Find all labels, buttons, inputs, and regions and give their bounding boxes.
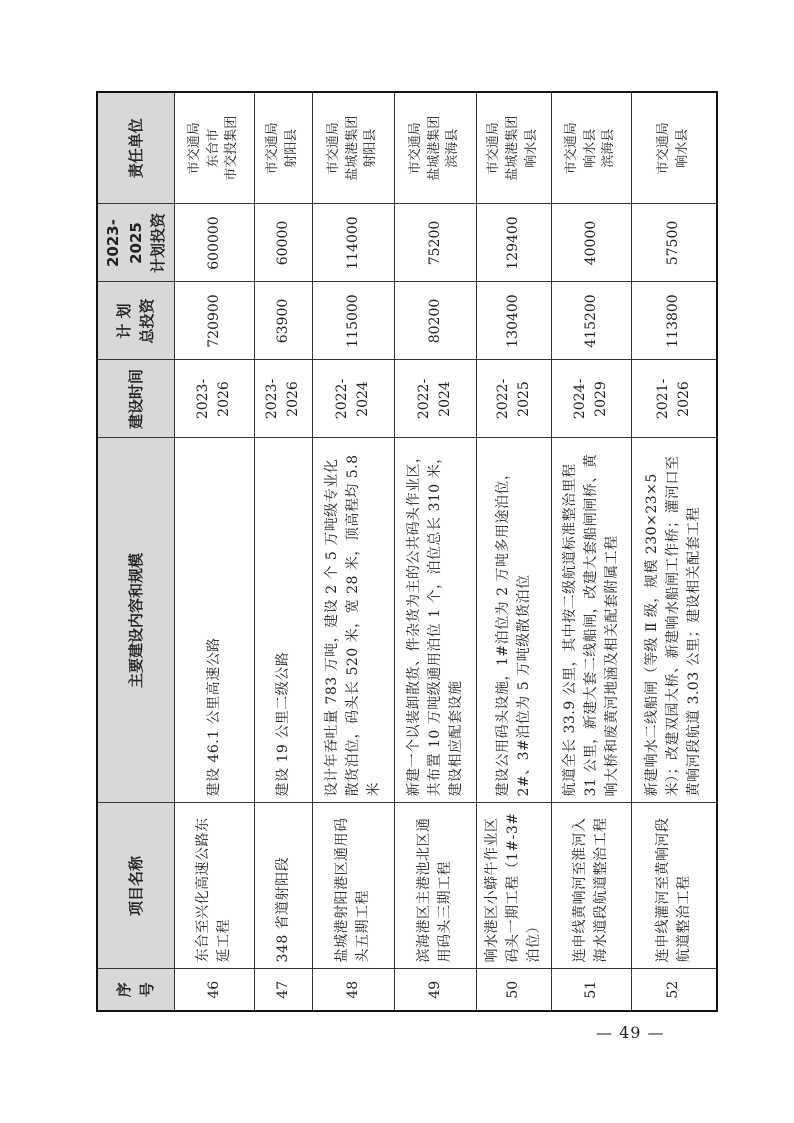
project-table <box>96 91 718 1012</box>
unit-line: 响水县 <box>582 128 598 168</box>
row-name: 盐城港射阳港区通用码头五期工程 <box>312 803 394 969</box>
page-number: — 49 — <box>596 1023 665 1042</box>
row-total: 415200 <box>551 282 631 360</box>
table-row <box>476 92 551 1011</box>
unit-line: 响水县 <box>523 128 539 168</box>
row-no: 47 <box>254 969 312 1011</box>
row-name: 响水港区小蟒牛作业区码头一期工程（1#-3#泊位） <box>476 803 551 969</box>
table-row <box>631 92 717 1011</box>
unit-line: 滨海县 <box>601 128 617 168</box>
row-content: 建设 46.1 公里高速公路 <box>174 438 254 803</box>
header-total-line1: 计 划 <box>115 303 134 339</box>
table-row <box>254 92 312 1011</box>
row-name: 东台至兴化高速公路东延工程 <box>174 803 254 969</box>
unit-line: 市交通局 <box>265 122 281 175</box>
row-unit <box>476 92 551 204</box>
rotated-table-frame <box>96 93 703 1012</box>
row-unit <box>631 92 717 204</box>
header-period: 建设时间 <box>97 360 174 438</box>
row-no: 52 <box>631 969 717 1011</box>
row-name: 348 省道射阳段 <box>254 803 312 969</box>
unit-line: 滨海县 <box>445 128 461 168</box>
row-plan: 129400 <box>476 204 551 282</box>
row-unit <box>551 92 631 204</box>
unit-line: 市交投集团 <box>224 115 240 181</box>
row-no: 49 <box>394 969 476 1011</box>
unit-line: 市交通局 <box>407 122 423 175</box>
row-period: 2023-2026 <box>174 360 254 438</box>
row-period: 2022-2024 <box>312 360 394 438</box>
row-no: 46 <box>174 969 254 1011</box>
row-content: 建设公用码头设施，1#泊位为 2 万吨多用途泊位，2#、3#泊位为 5 万吨级散货泊位 <box>476 438 551 803</box>
row-content: 设计年吞吐量 783 万吨，建设 2 个 5 万吨级专业化散货泊位，码头长 520 米，宽 28 米，顶高程均 5.8 米 <box>312 438 394 803</box>
row-plan: 60000 <box>254 204 312 282</box>
table-row <box>551 92 631 1011</box>
row-total: 80200 <box>394 282 476 360</box>
row-unit <box>174 92 254 204</box>
row-no: 50 <box>476 969 551 1011</box>
row-name: 滨海港区主港池北区通用码头三期工程 <box>394 803 476 969</box>
unit-line: 射阳县 <box>284 128 299 168</box>
row-unit <box>312 92 394 204</box>
header-content: 主要建设内容和规模 <box>97 438 174 803</box>
header-total-line2: 总投资 <box>137 298 156 344</box>
unit-line: 市交通局 <box>655 122 671 175</box>
row-period: 2022-2025 <box>476 360 551 438</box>
row-content: 新建一个以装卸散货、件杂货为主的公共码头作业区，共布置 10 万吨级通用泊位 1 个，泊位总长 310 米，建设相应配套设施 <box>394 438 476 803</box>
row-total: 113800 <box>631 282 717 360</box>
row-period: 2024-2029 <box>551 360 631 438</box>
unit-line: 东台市 <box>205 128 221 168</box>
unit-line: 市交通局 <box>486 122 502 175</box>
unit-line: 市交通局 <box>186 122 202 175</box>
row-unit <box>254 92 312 204</box>
table-row <box>394 92 476 1011</box>
header-plan <box>97 204 174 282</box>
row-content: 航道全长 33.9 公里，其中按二级航道标准整治里程 31 公里，新建大套二线船闸，改建大套船闸闸桥、黄响大桥和废黄河地涵及相关配套附属工程 <box>551 438 631 803</box>
row-no: 48 <box>312 969 394 1011</box>
row-period: 2021-2026 <box>631 360 717 438</box>
row-plan: 114000 <box>312 204 394 282</box>
row-name: 连申线灌河至黄响河段航道整治工程 <box>631 803 717 969</box>
unit-line: 响水县 <box>674 128 690 168</box>
header-plan-line2: 计划投资 <box>149 213 167 274</box>
unit-line: 市交通局 <box>325 122 341 175</box>
unit-line: 市交通局 <box>563 122 579 175</box>
unit-line: 盐城港集团 <box>426 115 442 181</box>
table-row <box>312 92 394 1011</box>
row-plan: 75200 <box>394 204 476 282</box>
header-name: 项目名称 <box>97 803 174 969</box>
row-period: 2022-2024 <box>394 360 476 438</box>
header-total <box>97 282 174 360</box>
row-total: 63900 <box>254 282 312 360</box>
header-no: 序号 <box>97 969 174 1011</box>
table-row <box>174 92 254 1011</box>
row-plan: 57500 <box>631 204 717 282</box>
rotated-table-area <box>96 93 703 1012</box>
row-plan: 40000 <box>551 204 631 282</box>
table-header-row <box>97 92 174 1011</box>
unit-line: 盐城港集团 <box>344 115 360 181</box>
row-total: 130400 <box>476 282 551 360</box>
row-unit <box>394 92 476 204</box>
row-content: 建设 19 公里二级公路 <box>254 438 312 803</box>
row-content: 新建响水二线船闸（等级 Ⅱ 级，规模 230×23×5 米）；改建双园大桥、新建响水船闸工作桥；灌河口至黄响河段航道 3.03 公里；建设相关配套工程 <box>631 438 717 803</box>
row-no: 51 <box>551 969 631 1011</box>
header-plan-line1: 2023-2025 <box>104 219 145 267</box>
row-total: 720900 <box>174 282 254 360</box>
header-unit: 责任单位 <box>97 92 174 204</box>
row-total: 115000 <box>312 282 394 360</box>
unit-line: 盐城港集团 <box>505 115 521 181</box>
row-name: 连申线黄响河至淮河入海水道段航道整治工程 <box>551 803 631 969</box>
unit-line: 射阳县 <box>363 128 379 168</box>
row-plan: 600000 <box>174 204 254 282</box>
row-period: 2023-2026 <box>254 360 312 438</box>
